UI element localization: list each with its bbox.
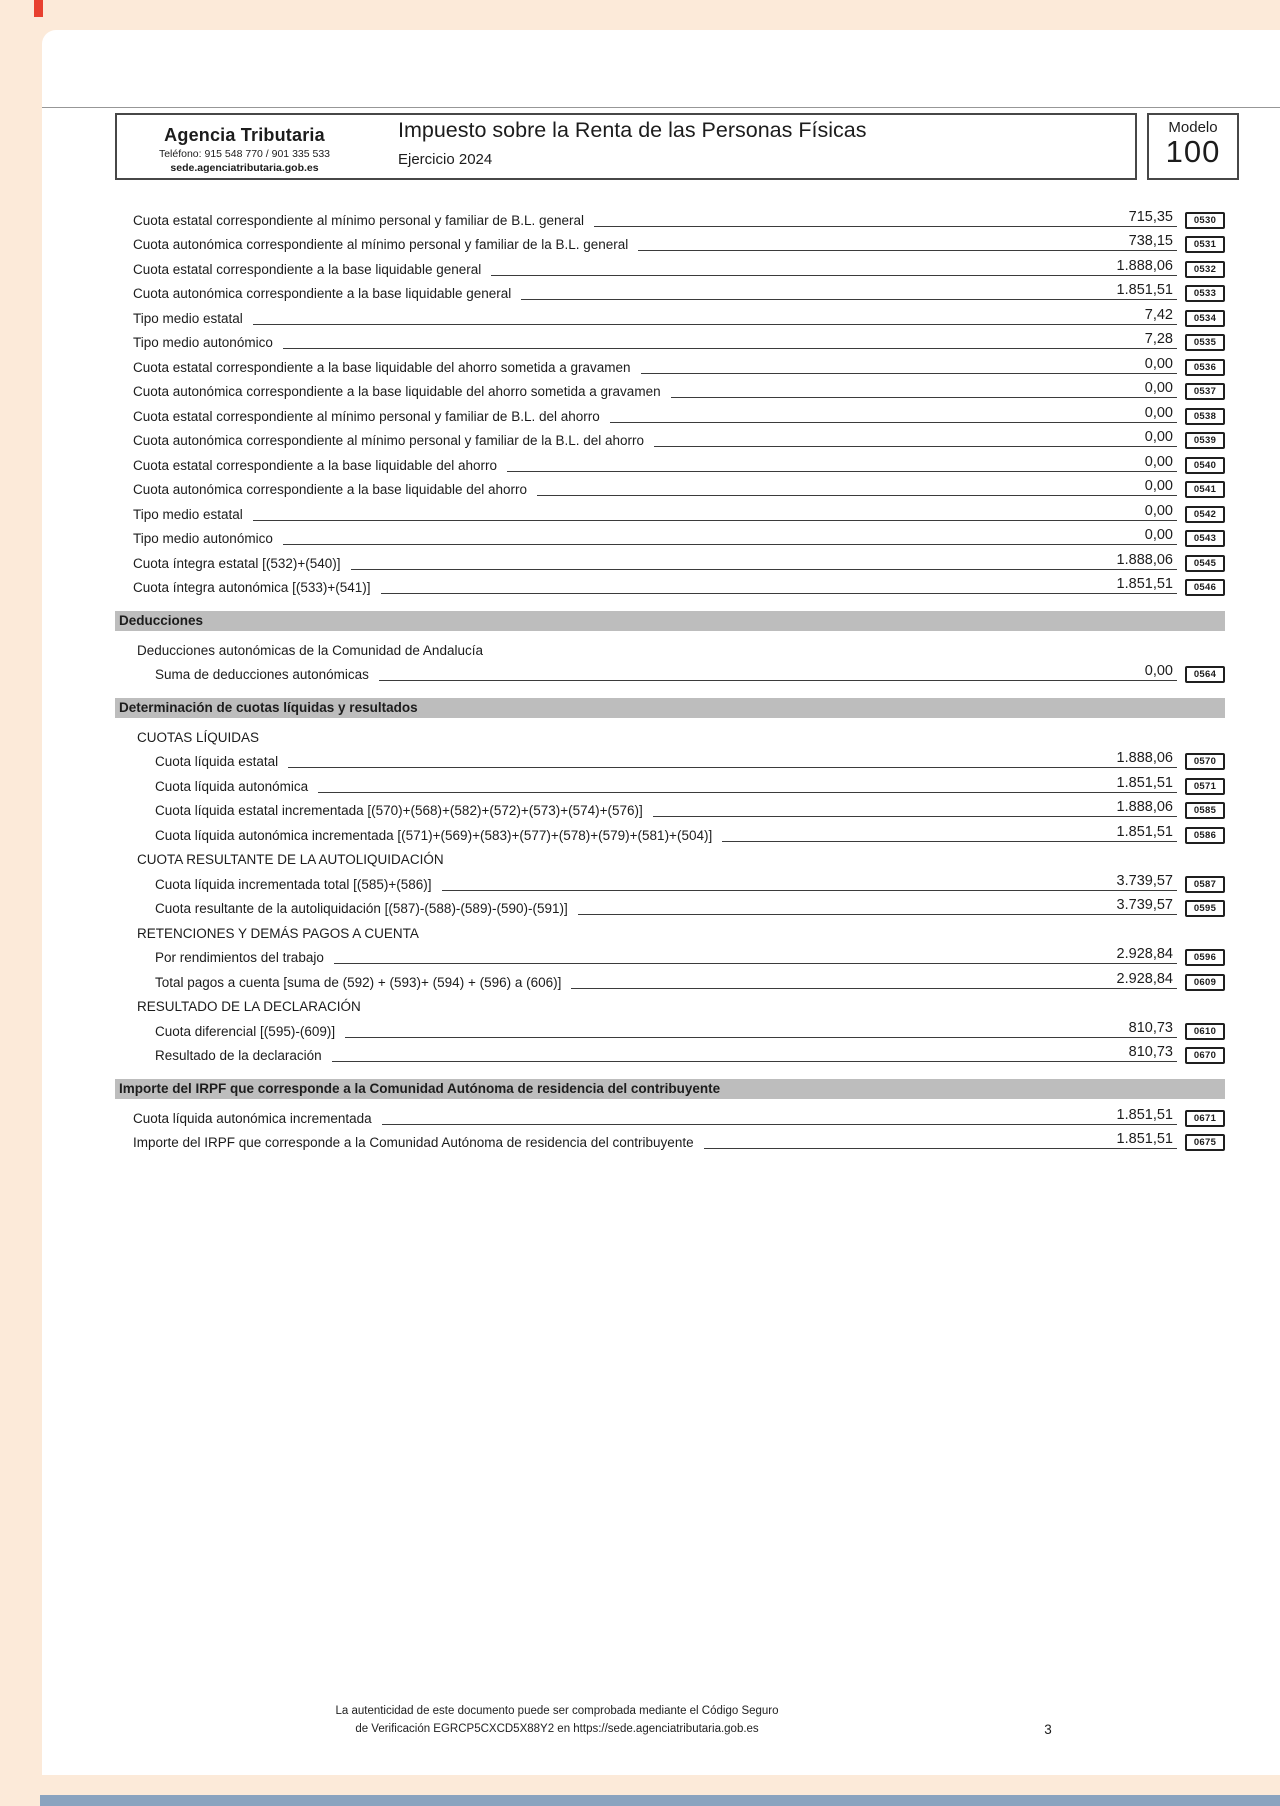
- form-subheading: [115, 917, 1225, 942]
- row-code: 0530: [1193, 214, 1217, 226]
- page-top-rule: [42, 107, 1280, 108]
- row-value: 3.739,57: [1116, 872, 1173, 889]
- row-value: 0,00: [1144, 404, 1173, 421]
- form-row: [115, 449, 1225, 474]
- row-underline: [288, 750, 1177, 768]
- row-value: 0,00: [1144, 478, 1173, 494]
- agency-name: Agencia Tributaria: [164, 125, 325, 145]
- row-underline: [571, 971, 1177, 989]
- row-code: 0564: [1193, 669, 1217, 680]
- row-label: Cuota líquida estatal incrementada [(570)+(568)+(582)+(572)+(573)+(574)+(576)]: [155, 803, 643, 818]
- model-label: Modelo: [1168, 119, 1218, 136]
- row-value: 738,15: [1128, 233, 1173, 249]
- form-row: [115, 795, 1225, 820]
- row-value: 0,00: [1144, 502, 1173, 519]
- row-code-box: [1185, 359, 1225, 376]
- form-row: [115, 893, 1225, 918]
- row-code-box: [1185, 949, 1225, 966]
- row-code: 0586: [1193, 829, 1217, 841]
- row-label: Cuota autonómica correspondiente a la base liquidable del ahorro: [133, 482, 528, 497]
- form-row: [115, 474, 1225, 499]
- row-value: 0,00: [1144, 380, 1173, 396]
- row-value: 1.851,51: [1116, 1131, 1173, 1147]
- row-underline: [253, 503, 1177, 521]
- row-value: 2.928,84: [1116, 946, 1173, 962]
- row-code: 0610: [1193, 1025, 1217, 1037]
- row-label: Total pagos a cuenta [suma de (592) + (593)+ (594) + (596) a (606)]: [155, 974, 562, 990]
- row-code-box: [1185, 579, 1225, 596]
- row-code: 0539: [1193, 435, 1217, 446]
- form-row: [115, 1127, 1225, 1152]
- page-edge-marker: [34, 0, 43, 17]
- form-rows: [115, 204, 1225, 1151]
- row-code: 0533: [1193, 288, 1217, 299]
- row-label: Tipo medio estatal: [133, 506, 243, 522]
- row-underline: [382, 1107, 1177, 1125]
- row-code-box: [1185, 457, 1225, 474]
- row-value: 0,00: [1144, 663, 1173, 679]
- row-code-box: [1185, 506, 1225, 523]
- row-underline: [537, 478, 1177, 496]
- row-label: Cuota líquida incrementada total [(585)+(586)]: [155, 876, 432, 892]
- row-label: Cuota líquida autonómica: [155, 778, 309, 794]
- row-label: Cuota estatal correspondiente al mínimo personal y familiar de B.L. general: [133, 212, 584, 228]
- row-label: Cuota autonómica correspondiente a la base liquidable general: [133, 286, 512, 301]
- page-number: 3: [1044, 1722, 1052, 1737]
- row-label: Tipo medio autonómico: [133, 335, 273, 350]
- row-code: 0531: [1193, 239, 1217, 250]
- row-code-box: [1185, 974, 1225, 991]
- subheading-label: Deducciones autonómicas de la Comunidad de Andalucía: [137, 642, 483, 658]
- row-code-box: [1185, 1023, 1225, 1040]
- row-label: Cuota diferencial [(595)-(609)]: [155, 1023, 336, 1039]
- row-underline: [318, 775, 1177, 793]
- row-code: 0670: [1193, 1050, 1217, 1061]
- form-subheading: [115, 991, 1225, 1016]
- row-code-box: [1185, 827, 1225, 844]
- row-value: 810,73: [1128, 1044, 1173, 1060]
- row-underline: [351, 552, 1178, 570]
- row-label: Cuota estatal correspondiente a la base liquidable del ahorro: [133, 457, 497, 473]
- form-title: Impuesto sobre la Renta de las Personas Físicas: [398, 118, 867, 142]
- row-code: 0536: [1193, 361, 1217, 373]
- section-header: [115, 611, 1225, 631]
- row-code-box: [1185, 1047, 1225, 1064]
- agency-phone: Teléfono: 915 548 770 / 901 335 533: [158, 148, 331, 160]
- row-code-box: [1185, 236, 1225, 253]
- document-page: [42, 30, 1280, 1775]
- row-code: 0532: [1193, 263, 1217, 275]
- form-row: [115, 351, 1225, 376]
- row-label: Cuota resultante de la autoliquidación [(587)-(588)-(589)-(590)-(591)]: [155, 901, 568, 916]
- row-code: 0570: [1193, 756, 1217, 767]
- row-code: 0546: [1193, 582, 1217, 593]
- form-row: [115, 523, 1225, 548]
- subheading-label: RESULTADO DE LA DECLARACIÓN: [137, 999, 361, 1014]
- row-label: Cuota líquida estatal: [155, 754, 279, 769]
- row-code: 0596: [1193, 952, 1217, 963]
- form-row: [115, 498, 1225, 523]
- footer-line1: La autenticidad de este documento puede ser comprobada mediante el Código Seguro: [335, 1705, 779, 1717]
- form-row: [115, 770, 1225, 795]
- form-exercise: Ejercicio 2024: [398, 151, 493, 168]
- form-row: [115, 572, 1225, 597]
- row-underline: [345, 1020, 1177, 1038]
- form-row: [115, 278, 1225, 303]
- subheading-label: CUOTA RESULTANTE DE LA AUTOLIQUIDACIÓN: [137, 852, 444, 867]
- row-code-box: [1185, 900, 1225, 917]
- form-title-block: [372, 115, 866, 178]
- row-code: 0675: [1193, 1137, 1217, 1148]
- form-header: [115, 113, 1137, 180]
- row-code: 0609: [1193, 976, 1217, 988]
- form-subheading: [115, 721, 1225, 746]
- row-value: 1.888,06: [1116, 799, 1173, 815]
- form-row: [115, 819, 1225, 844]
- row-underline: [379, 663, 1177, 681]
- row-underline: [283, 331, 1177, 349]
- form-row: [115, 253, 1225, 278]
- row-code: 0541: [1193, 484, 1217, 495]
- agency-website: sede.agenciatributaria.gob.es: [170, 162, 319, 174]
- row-underline: [491, 258, 1177, 276]
- model-box: [1147, 113, 1239, 180]
- row-code: 0537: [1193, 386, 1217, 397]
- row-code: 0595: [1193, 903, 1217, 914]
- row-value: 0,00: [1144, 429, 1173, 445]
- form-row: [115, 400, 1225, 425]
- row-code: 0545: [1193, 557, 1217, 569]
- form-row: [115, 327, 1225, 352]
- row-value: 1.851,51: [1116, 1106, 1173, 1123]
- form-row: [115, 1102, 1225, 1127]
- row-label: Cuota estatal correspondiente a la base liquidable general: [133, 261, 482, 277]
- row-underline: [507, 454, 1177, 472]
- form-row: [115, 659, 1225, 684]
- section-header: [115, 1079, 1225, 1099]
- row-code-box: [1185, 802, 1225, 819]
- subheading-label: CUOTAS LÍQUIDAS: [137, 729, 260, 745]
- row-label: Suma de deducciones autonómicas: [155, 667, 369, 682]
- row-label: Cuota líquida autonómica incrementada: [133, 1110, 372, 1126]
- form-subheading: [115, 844, 1225, 869]
- subheading-label: RETENCIONES Y DEMÁS PAGOS A CUENTA: [137, 925, 419, 941]
- row-code: 0538: [1193, 410, 1217, 422]
- footer-verification: [202, 1703, 912, 1738]
- row-underline: [334, 946, 1177, 964]
- form-row: [115, 204, 1225, 229]
- row-code-box: [1185, 1110, 1225, 1127]
- row-value: 1.888,06: [1116, 257, 1173, 274]
- row-underline: [442, 873, 1177, 891]
- row-label: Por rendimientos del trabajo: [155, 950, 324, 965]
- row-value: 2.928,84: [1116, 970, 1173, 987]
- row-value: 1.851,51: [1116, 282, 1173, 298]
- row-underline: [283, 527, 1177, 545]
- row-code-box: [1185, 408, 1225, 425]
- row-code-box: [1185, 530, 1225, 547]
- row-label: Cuota estatal correspondiente a la base liquidable del ahorro sometida a gravamen: [133, 359, 631, 375]
- form-row: [115, 868, 1225, 893]
- form-row: [115, 1015, 1225, 1040]
- row-code: 0535: [1193, 337, 1217, 348]
- row-underline: [381, 576, 1177, 594]
- row-underline: [638, 233, 1177, 251]
- row-underline: [671, 380, 1177, 398]
- row-underline: [653, 799, 1177, 817]
- row-code-box: [1185, 555, 1225, 572]
- form-row: [115, 966, 1225, 991]
- form-row: [115, 425, 1225, 450]
- form-row: [115, 376, 1225, 401]
- row-code: 0540: [1193, 459, 1217, 471]
- row-value: 1.851,51: [1116, 823, 1173, 840]
- row-value: 0,00: [1144, 527, 1173, 543]
- row-code: 0671: [1193, 1112, 1217, 1124]
- section-header: [115, 698, 1225, 718]
- form-row: [115, 942, 1225, 967]
- row-code-box: [1185, 666, 1225, 683]
- row-code: 0542: [1193, 508, 1217, 520]
- row-label: Cuota autonómica correspondiente al mínimo personal y familiar de la B.L. general: [133, 237, 629, 252]
- form-row: [115, 1040, 1225, 1065]
- row-label: Cuota íntegra autonómica [(533)+(541)]: [133, 580, 371, 595]
- row-value: 3.739,57: [1116, 897, 1173, 913]
- section-header-label: Determinación de cuotas líquidas y resultados: [119, 700, 418, 715]
- form-row: [115, 547, 1225, 572]
- form-row: [115, 746, 1225, 771]
- row-code-box: [1185, 310, 1225, 327]
- row-underline: [722, 824, 1177, 842]
- row-code-box: [1185, 285, 1225, 302]
- row-label: Tipo medio estatal: [133, 310, 243, 326]
- row-code-box: [1185, 334, 1225, 351]
- row-value: 810,73: [1128, 1019, 1173, 1036]
- row-label: Resultado de la declaración: [155, 1048, 322, 1063]
- row-underline: [641, 356, 1177, 374]
- row-underline: [332, 1044, 1177, 1062]
- row-code-box: [1185, 383, 1225, 400]
- form-row: [115, 229, 1225, 254]
- row-value: 0,00: [1144, 453, 1173, 470]
- row-value: 1.888,06: [1116, 551, 1173, 568]
- row-code-box: [1185, 1134, 1225, 1151]
- row-code: 0587: [1193, 878, 1217, 890]
- form-subheading: [115, 634, 1225, 659]
- row-code-box: [1185, 778, 1225, 795]
- row-value: 1.888,06: [1116, 750, 1173, 766]
- row-label: Cuota autonómica correspondiente a la base liquidable del ahorro sometida a gravamen: [133, 384, 661, 399]
- section-header-label: Deducciones: [119, 613, 204, 628]
- row-underline: [578, 897, 1177, 915]
- row-label: Cuota íntegra estatal [(532)+(540)]: [133, 555, 341, 571]
- agency-block: [117, 115, 372, 178]
- row-code: 0534: [1193, 312, 1217, 324]
- row-code: 0543: [1193, 533, 1217, 544]
- row-code-box: [1185, 212, 1225, 229]
- row-code-box: [1185, 876, 1225, 893]
- row-underline: [253, 307, 1177, 325]
- viewer-bottom-bar: [40, 1795, 1280, 1806]
- row-code-box: [1185, 432, 1225, 449]
- row-code: 0585: [1193, 805, 1217, 816]
- row-code-box: [1185, 261, 1225, 278]
- row-value: 1.851,51: [1116, 774, 1173, 791]
- row-underline: [610, 405, 1177, 423]
- row-underline: [594, 209, 1177, 227]
- section-header-label: Importe del IRPF que corresponde a la Comunidad Autónoma de residencia del contribuyente: [119, 1081, 721, 1096]
- row-value: 7,28: [1144, 331, 1173, 347]
- row-code-box: [1185, 481, 1225, 498]
- row-value: 715,35: [1128, 208, 1173, 225]
- row-label: Importe del IRPF que corresponde a la Comunidad Autónoma de residencia del contribuyente: [133, 1135, 694, 1150]
- model-number: 100: [1165, 134, 1221, 169]
- row-underline: [521, 282, 1177, 300]
- row-label: Cuota autonómica correspondiente al mínimo personal y familiar de la B.L. del ahorro: [133, 433, 645, 448]
- row-value: 0,00: [1144, 355, 1173, 372]
- row-underline: [654, 429, 1177, 447]
- row-value: 7,42: [1144, 306, 1173, 323]
- row-code-box: [1185, 753, 1225, 770]
- row-underline: [704, 1131, 1177, 1149]
- row-label: Cuota estatal correspondiente al mínimo personal y familiar de B.L. del ahorro: [133, 408, 600, 424]
- row-value: 1.851,51: [1116, 576, 1173, 592]
- row-label: Tipo medio autonómico: [133, 531, 273, 546]
- footer-line2: de Verificación EGRCP5CXCD5X88Y2 en https://sede.agenciatributaria.gob.es: [355, 1722, 759, 1735]
- row-label: Cuota líquida autonómica incrementada [(571)+(569)+(583)+(577)+(578)+(579)+(581)+(504)]: [155, 827, 713, 843]
- row-code: 0571: [1193, 780, 1217, 792]
- form-row: [115, 302, 1225, 327]
